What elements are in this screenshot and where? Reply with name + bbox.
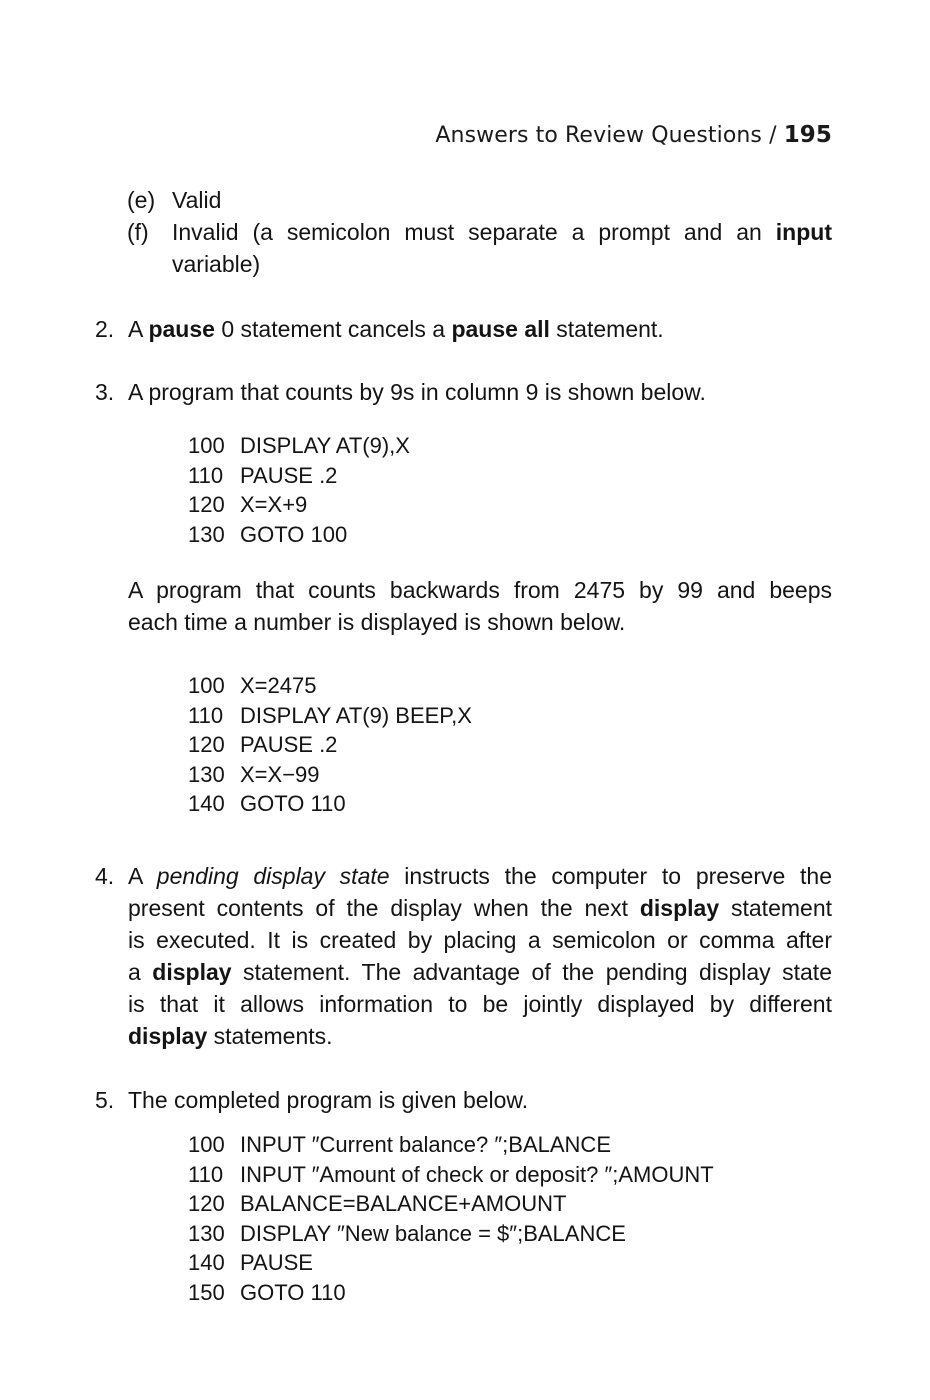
answer-3	[95, 376, 706, 408]
line-number: 100	[188, 673, 225, 698]
code-line	[188, 1248, 714, 1278]
text: Invalid (a semicolon must separate a prompt and an	[172, 219, 776, 245]
code-line	[188, 671, 472, 701]
code-line	[188, 1160, 714, 1190]
answer-text: Valid	[172, 187, 222, 213]
text: statements.	[207, 1023, 333, 1049]
line-number: 120	[188, 1191, 225, 1216]
line-number: 110	[188, 1161, 224, 1187]
answer-3-para2-line1: A program that counts backwards from 2475 by 99 and beeps	[128, 577, 832, 603]
line-number: 130	[188, 761, 225, 787]
statement: GOTO 110	[240, 791, 346, 816]
page-number: 195	[783, 122, 832, 148]
code-line	[188, 490, 410, 520]
text: statement. The advantage of the pending display state	[231, 959, 832, 985]
answer-4-line2	[128, 892, 832, 924]
keyword-display: display	[152, 959, 232, 985]
chapter-title: Answers to Review Questions	[435, 123, 762, 148]
answer-4-marker	[95, 860, 114, 892]
code-line	[188, 1278, 714, 1308]
statement: DISPLAY ″New balance = $″;BALANCE	[240, 1220, 626, 1246]
item-marker: 3.	[95, 379, 115, 405]
line-number: 110	[188, 462, 224, 488]
answer-1e	[127, 184, 222, 216]
line-number: 140	[188, 1250, 225, 1275]
answer-1f-line1	[172, 216, 832, 248]
keyword-pause-all: pause all	[451, 316, 550, 342]
statement: X=X−99	[240, 761, 320, 787]
text: A	[128, 863, 157, 889]
keyword-pause: pause	[148, 316, 215, 342]
statement: DISPLAY AT(9) BEEP,X	[240, 702, 472, 728]
item-marker: (e)	[127, 187, 156, 213]
answer-4-line3: is executed. It is created by placing a semicolon or comma after	[128, 927, 832, 953]
code-line	[188, 1130, 714, 1160]
code-listing-count-backwards	[188, 671, 472, 819]
answer-4-line4	[128, 956, 832, 988]
line-number: 130	[188, 1220, 225, 1246]
code-line	[188, 760, 472, 790]
answer-2	[95, 313, 664, 345]
keyword-display: display	[639, 895, 720, 921]
keyword-display: display	[128, 1023, 208, 1049]
statement: PAUSE .2	[240, 732, 338, 757]
code-line	[188, 1189, 714, 1219]
line-number: 120	[188, 492, 225, 517]
item-marker: 5.	[95, 1087, 115, 1113]
line-number: 150	[188, 1279, 225, 1305]
answer-5	[95, 1084, 529, 1116]
line-number: 130	[188, 521, 225, 547]
keyword-input: input	[775, 219, 832, 245]
statement: GOTO 110	[240, 1279, 346, 1305]
answer-1f	[127, 216, 149, 248]
text: A	[128, 316, 149, 342]
answer-text	[128, 313, 664, 345]
answer-1f-line2: variable)	[172, 251, 261, 277]
item-marker: 4.	[95, 863, 115, 889]
code-line	[188, 1219, 714, 1249]
text: statement.	[549, 316, 664, 342]
line-number: 120	[188, 732, 225, 757]
statement: DISPLAY AT(9),X	[240, 433, 410, 458]
statement: PAUSE .2	[240, 462, 338, 488]
line-number: 110	[188, 702, 224, 728]
statement: X=2475	[240, 673, 317, 698]
line-number: 100	[188, 1132, 225, 1157]
statement: X=X+9	[240, 492, 308, 517]
line-number: 140	[188, 791, 225, 816]
statement: BALANCE=BALANCE+AMOUNT	[240, 1191, 567, 1216]
statement: GOTO 100	[240, 521, 348, 547]
answer-4-line1	[128, 860, 832, 892]
code-line	[188, 730, 472, 760]
code-listing-balance-program	[188, 1130, 714, 1307]
line-number: 100	[188, 433, 225, 458]
text: present contents of the display when the next	[128, 895, 640, 921]
text: 0 statement cancels a	[214, 316, 452, 342]
code-line	[188, 701, 472, 731]
code-listing-count-by-9s	[188, 431, 410, 549]
code-line	[188, 461, 410, 491]
text: instructs the computer to preserve the	[389, 863, 832, 889]
running-head	[435, 122, 832, 148]
code-line	[188, 789, 472, 819]
item-marker: 2.	[95, 316, 115, 342]
code-line	[188, 520, 410, 550]
answer-4-line5: is that it allows information to be jointly displayed by different	[128, 991, 832, 1017]
text: statement	[719, 895, 832, 921]
item-marker: (f)	[127, 219, 149, 245]
header-separator: /	[761, 123, 784, 148]
code-line	[188, 431, 410, 461]
text: a	[128, 959, 153, 985]
answer-3-para2-line2: each time a number is displayed is shown below.	[128, 609, 626, 635]
statement: INPUT ″Amount of check or deposit? ″;AMOUNT	[240, 1161, 714, 1187]
term-pending-display-state: pending display state	[156, 863, 390, 889]
answer-4-line6	[128, 1020, 333, 1052]
statement: INPUT ″Current balance? ″;BALANCE	[240, 1132, 611, 1157]
statement: PAUSE	[240, 1250, 313, 1275]
answer-text: A program that counts by 9s in column 9 is shown below.	[128, 379, 706, 405]
answer-text: The completed program is given below.	[128, 1087, 529, 1113]
